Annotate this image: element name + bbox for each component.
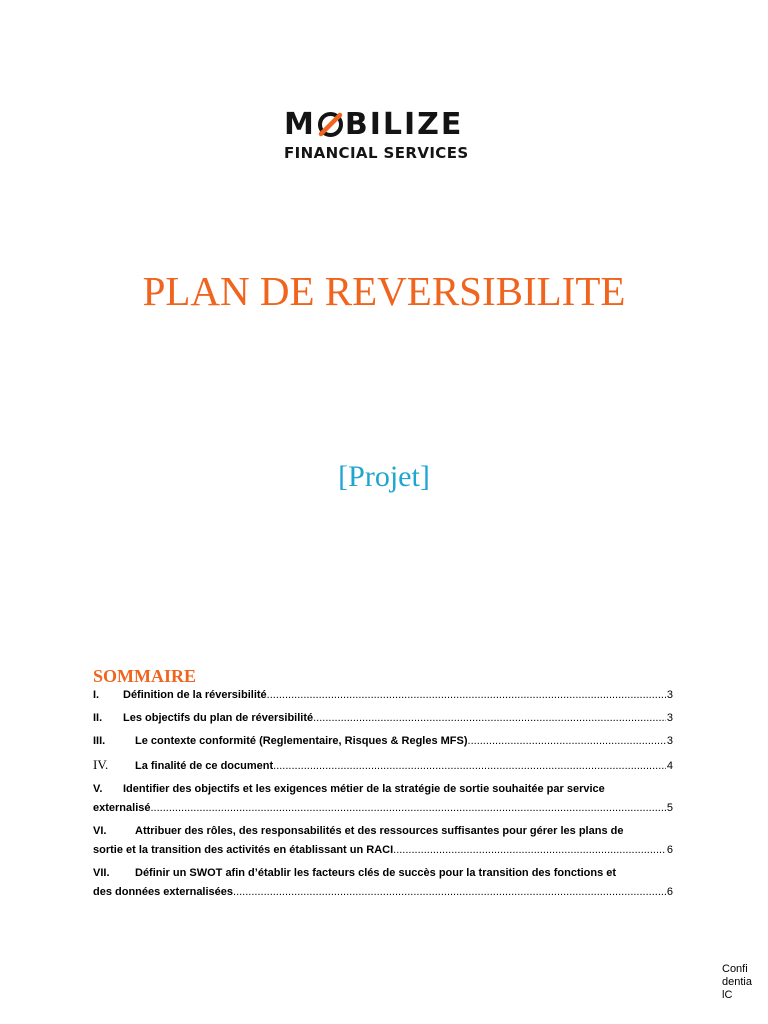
document-status: [Projet] xyxy=(338,460,430,493)
toc-entry-4[interactable] xyxy=(93,755,673,776)
logo-wordmark xyxy=(284,107,463,141)
toc-entry-number: II. xyxy=(93,712,103,724)
toc-entry-number: VII. xyxy=(93,867,110,879)
toc-entry-number: V. xyxy=(93,783,103,795)
toc-entry-number: VI. xyxy=(93,825,107,837)
toc-leader xyxy=(267,686,666,705)
toc-entry-title-continued: des données externalisées xyxy=(93,886,234,898)
table-of-contents xyxy=(93,686,673,906)
toc-leader xyxy=(233,883,666,902)
toc-leader xyxy=(313,709,666,728)
toc-entry-page: 5 xyxy=(666,802,673,814)
toc-leader xyxy=(273,757,666,776)
toc-entry-page: 3 xyxy=(666,735,673,747)
logo-letter-m: M xyxy=(284,106,316,142)
toc-entry-5[interactable] xyxy=(93,780,673,818)
toc-entry-title: Les objectifs du plan de réversibilité xyxy=(123,712,314,724)
logo-subtitle: FINANCIAL SERVICES xyxy=(284,144,469,162)
toc-entry-1[interactable] xyxy=(93,686,673,705)
toc-leader xyxy=(150,799,665,818)
toc-entry-title-continued: sortie et la transition des activités en établissant un RACI xyxy=(93,844,394,856)
toc-entry-3[interactable] xyxy=(93,732,673,751)
toc-entry-title: Définir un SWOT afin d’établir les facteurs clés de succès pour la transition des fonctions et xyxy=(135,867,617,879)
toc-entry-page: 6 xyxy=(666,844,673,856)
toc-entry-title: Identifier des objectifs et les exigences métier de la stratégie de sortie souhaitée par service xyxy=(123,783,605,795)
toc-leader xyxy=(468,732,666,751)
toc-entry-number: I. xyxy=(93,689,100,701)
toc-entry-page: 3 xyxy=(666,712,673,724)
toc-entry-2[interactable] xyxy=(93,709,673,728)
toc-entry-page: 3 xyxy=(666,689,673,701)
toc-leader xyxy=(393,841,666,860)
toc-entry-title: La finalité de ce document xyxy=(135,760,274,772)
toc-entry-title-continued: externalisé xyxy=(93,802,151,814)
toc-entry-title: Attribuer des rôles, des responsabilités et des ressources suffisantes pour gérer les plans de xyxy=(135,825,624,837)
confidentiality-label: ConfidentialC xyxy=(722,963,752,1001)
toc-heading: SOMMAIRE xyxy=(93,666,196,686)
logo-letters-rest: BILIZE xyxy=(344,106,464,142)
toc-entry-7[interactable] xyxy=(93,864,673,902)
toc-entry-title: Définition de la réversibilité xyxy=(123,689,267,701)
company-logo xyxy=(284,107,484,163)
toc-entry-number: III. xyxy=(93,735,106,747)
logo-o-icon xyxy=(317,111,344,138)
toc-entry-6[interactable] xyxy=(93,822,673,860)
toc-entry-number: IV. xyxy=(93,757,109,772)
document-title: PLAN DE REVERSIBILITE xyxy=(142,268,626,314)
toc-entry-page: 4 xyxy=(666,760,673,772)
toc-entry-title: Le contexte conformité (Reglementaire, Risques & Regles MFS) xyxy=(135,735,468,747)
toc-entry-page: 6 xyxy=(666,886,673,898)
